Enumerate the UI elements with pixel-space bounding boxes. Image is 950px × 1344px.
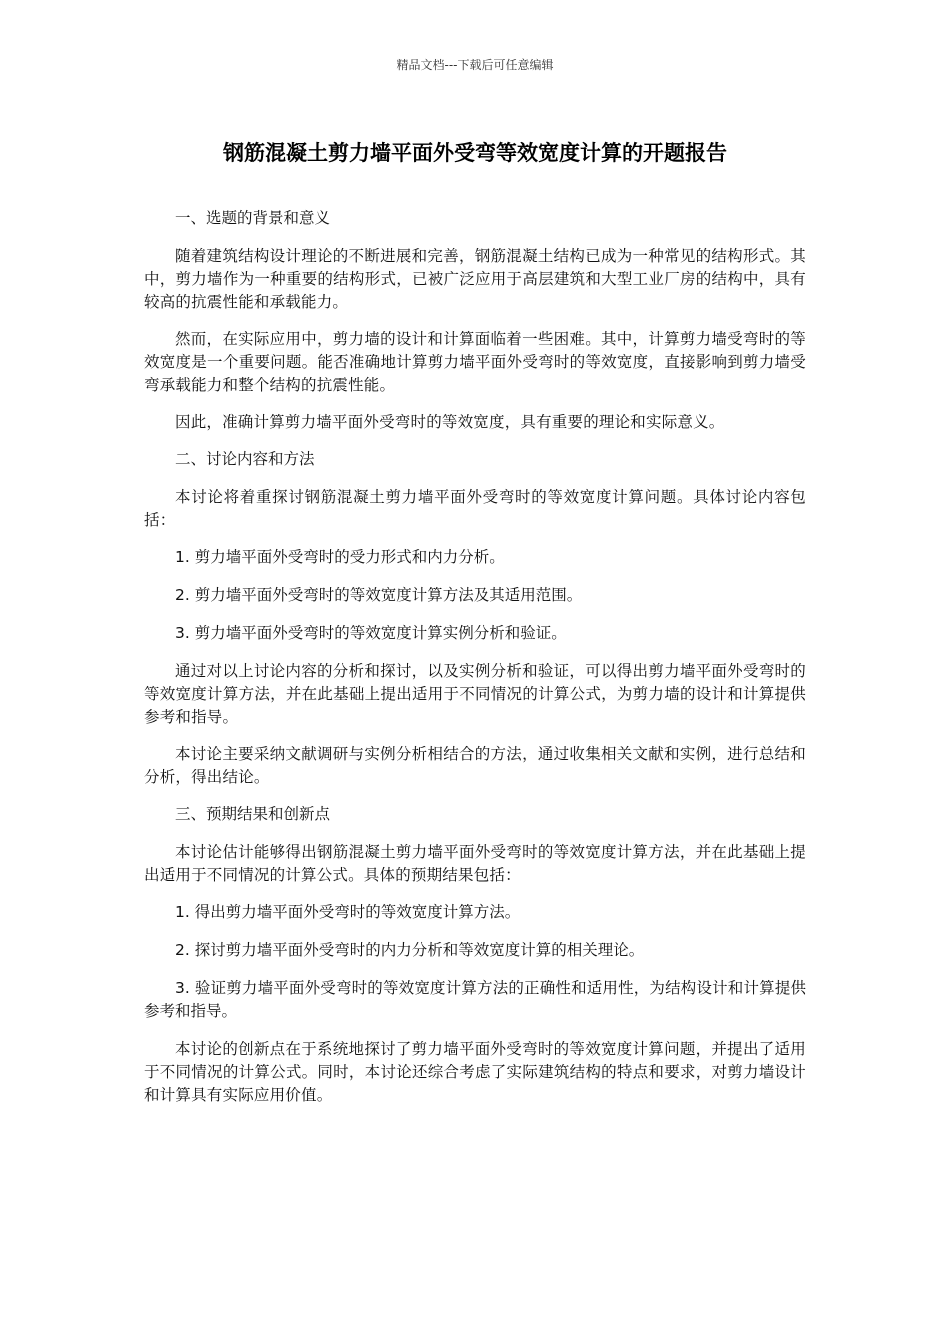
paragraph: 本讨论的创新点在于系统地探讨了剪力墙平面外受弯时的等效宽度计算问题，并提出了适用于不同情况的计算公式。同时，本讨论还综合考虑了实际建筑结构的特点和要求，对剪力墙设计和计算具有实际应用价值。 xyxy=(144,1040,806,1104)
list-item: 2. 探讨剪力墙平面外受弯时的内力分析和等效宽度计算的相关理论。 xyxy=(175,941,645,959)
paragraph: 本讨论估计能够得出钢筋混凝土剪力墙平面外受弯时的等效宽度计算方法，并在此基础上提出适用于不同情况的计算公式。具体的预期结果包括： xyxy=(144,843,806,884)
section-heading-content-method: 二、讨论内容和方法 xyxy=(175,450,315,468)
list-item: 3. 验证剪力墙平面外受弯时的等效宽度计算方法的正确性和适用性，为结构设计和计算提供参考和指导。 xyxy=(144,979,806,1020)
list-item: 2. 剪力墙平面外受弯时的等效宽度计算方法及其适用范围。 xyxy=(175,586,583,604)
list-item: 1. 得出剪力墙平面外受弯时的等效宽度计算方法。 xyxy=(175,903,521,921)
header-note: 精品文档---下载后可任意编辑 xyxy=(396,58,554,72)
paragraph: 本讨论将着重探讨钢筋混凝土剪力墙平面外受弯时的等效宽度计算问题。具体讨论内容包括： xyxy=(144,488,806,529)
paragraph: 本讨论主要采纳文献调研与实例分析相结合的方法，通过收集相关文献和实例，进行总结和分析，得出结论。 xyxy=(144,745,806,786)
list-item: 1. 剪力墙平面外受弯时的受力形式和内力分析。 xyxy=(175,548,505,566)
document-title: 钢筋混凝土剪力墙平面外受弯等效宽度计算的开题报告 xyxy=(223,141,727,165)
paragraph: 然而，在实际应用中，剪力墙的设计和计算面临着一些困难。其中，计算剪力墙受弯时的等效宽度是一个重要问题。能否准确地计算剪力墙平面外受弯时的等效宽度，直接影响到剪力墙受弯承载能力和整个结构的抗震性能。 xyxy=(144,330,806,394)
paragraph: 随着建筑结构设计理论的不断进展和完善，钢筋混凝土结构已成为一种常见的结构形式。其中，剪力墙作为一种重要的结构形式，已被广泛应用于高层建筑和大型工业厂房的结构中，具有较高的抗震性能和承载能力。 xyxy=(144,247,806,311)
section-heading-background: 一、选题的背景和意义 xyxy=(175,209,331,227)
paragraph: 因此，准确计算剪力墙平面外受弯时的等效宽度，具有重要的理论和实际意义。 xyxy=(175,413,725,431)
section-heading-expected-results: 三、预期结果和创新点 xyxy=(175,805,331,823)
paragraph: 通过对以上讨论内容的分析和探讨，以及实例分析和验证，可以得出剪力墙平面外受弯时的等效宽度计算方法，并在此基础上提出适用于不同情况的计算公式，为剪力墙的设计和计算提供参考和指导。 xyxy=(144,662,806,726)
list-item: 3. 剪力墙平面外受弯时的等效宽度计算实例分析和验证。 xyxy=(175,624,567,642)
document-body xyxy=(144,207,806,1121)
